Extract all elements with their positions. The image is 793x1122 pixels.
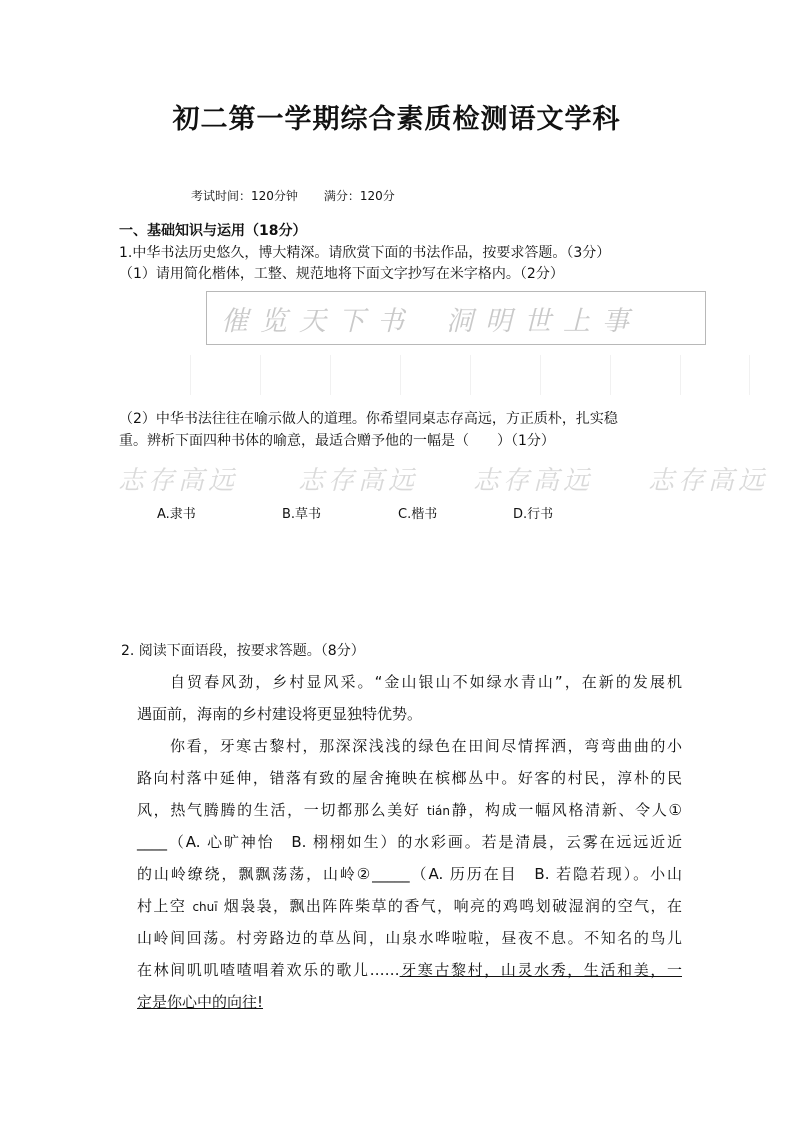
page-title: 初二第一学期综合素质检测语文学科 — [172, 104, 621, 135]
paragraph-line: 在林间叽叽喳喳唱着欢乐的歌儿……牙寒古黎村，山灵水秀，生活和美，一 — [137, 961, 682, 979]
question-1-2-line2: 重。辨析下面四种书体的喻意，最适合赠予他的一幅是（ ）（1分） — [119, 433, 555, 449]
pinyin-tian: tián — [427, 804, 451, 818]
paragraph-line: 自贸春风劲，乡村显风采。“金山银山不如绿水青山”，在新的发展机 — [170, 673, 682, 691]
question-1: 1.中华书法历史悠久，博大精深。请欣赏下面的书法作品，按要求答题。（3分） — [119, 245, 611, 261]
paragraph-line: 路向村落中延伸，错落有致的屋舍掩映在槟榔丛中。好客的村民，淳朴的民 — [137, 769, 682, 787]
exam-info — [191, 187, 395, 204]
script-sample-lishu: 志存高远 — [118, 466, 239, 496]
question-1-1: （1）请用简化楷体，工整、规范地将下面文字抄写在米字格内。（2分） — [119, 266, 564, 282]
writing-grid — [190, 355, 750, 395]
paragraph-line: 你看，牙寒古黎村，那深深浅浅的绿色在田间尽情挥洒，弯弯曲曲的小 — [170, 737, 682, 755]
paragraph-line: 的山岭缭绕，飘飘荡荡，山岭②_____（A. 历历在目 B. 若隐若现）。小山 — [137, 865, 682, 883]
calligraphy-samples — [118, 460, 793, 498]
exam-time: 考试时间：120分钟 — [191, 189, 298, 203]
option-a: A.隶书 — [157, 507, 196, 522]
question-2: 2. 阅读下面语段，按要求答题。（8分） — [121, 643, 365, 659]
script-sample-kaishu: 志存高远 — [473, 466, 594, 496]
underlined-sentence: 牙寒古黎村，山灵水秀，生活和美，一 — [399, 961, 682, 979]
script-sample-caoshu: 志存高远 — [298, 466, 419, 496]
exam-score: 满分：120分 — [323, 189, 395, 203]
question-1-2-line1: （2）中华书法往往在喻示做人的道理。你希望同桌志存高远，方正质朴，扎实稳 — [119, 411, 618, 427]
paragraph-line: 遇面前，海南的乡村建设将更显独特优势。 — [137, 705, 423, 723]
paragraph-line — [137, 986, 682, 1018]
calligraphy-left: 催览天下书 — [221, 305, 416, 337]
option-c: C.楷书 — [398, 507, 438, 522]
calligraphy-image — [206, 291, 706, 345]
paragraph-line: 风，热气腾腾的生活，一切都那么美好 tián静，构成一幅风格清新、令人① — [137, 801, 682, 819]
option-d: D.行书 — [513, 507, 554, 522]
underlined-sentence-end: 定是你心中的向往! — [137, 993, 264, 1011]
paragraph-line: ____（A. 心旷神怡 B. 栩栩如生）的水彩画。若是清晨，云雾在远远近近 — [137, 833, 682, 851]
script-sample-xingshu: 志存高远 — [648, 466, 769, 496]
option-b: B.草书 — [282, 507, 322, 522]
pinyin-chui: chuī — [192, 900, 218, 914]
section-heading: 一、基础知识与运用（18分） — [119, 223, 307, 239]
paragraph-line: 村上空 chuī 烟袅袅，飘出阵阵柴草的香气，响亮的鸡鸣划破湿润的空气，在 — [137, 897, 682, 915]
paragraph-line: 山岭间回荡。村旁路边的草丛间，山泉水哗啦啦，昼夜不息。不知名的鸟儿 — [137, 929, 682, 947]
calligraphy-right: 洞明世上事 — [446, 305, 641, 337]
